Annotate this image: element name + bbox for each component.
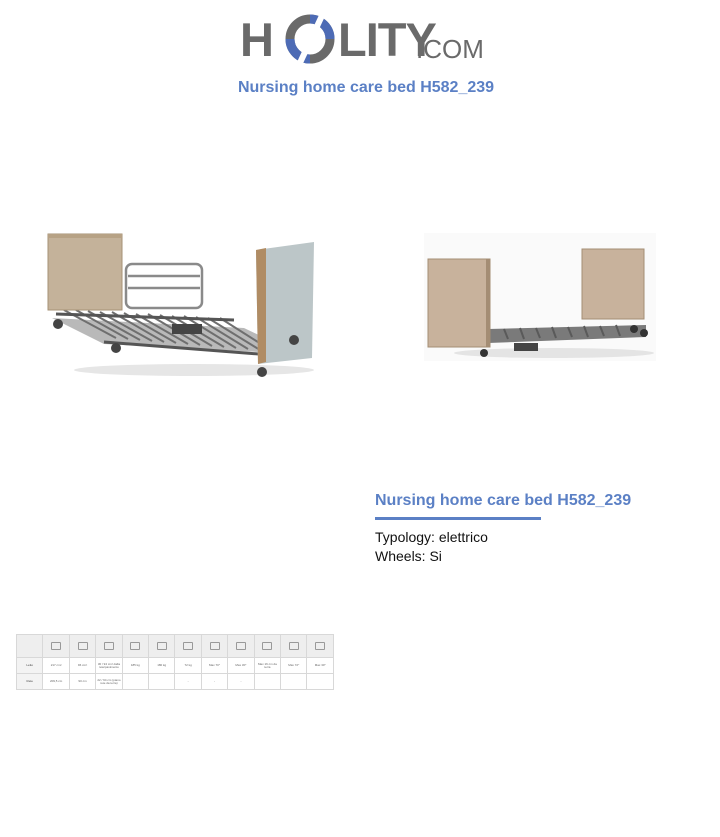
table-cell: 22 / 94 cm (piano rete da terra)	[96, 674, 122, 690]
row-label: Rete	[17, 674, 43, 690]
spec-label: Typology:	[375, 529, 435, 545]
legrest-icon	[228, 635, 254, 658]
table-cell: -	[228, 674, 254, 690]
logo-text-com: .COM	[416, 34, 484, 64]
product-image-left[interactable]	[44, 232, 320, 382]
table-cell	[254, 674, 280, 690]
table-cell: Max 72°	[281, 658, 307, 674]
logo-text-lity: LITY	[338, 13, 436, 66]
table-cell: 30 / 94 cm² dalla rete/pavimento	[96, 658, 122, 674]
table-cell: Max 30°	[307, 658, 334, 674]
table-cell: -	[175, 674, 201, 690]
bed-height-icon	[254, 635, 280, 658]
spec-wheels	[375, 548, 442, 564]
logo-text-h: H	[240, 13, 273, 66]
spec-value: Si	[429, 548, 442, 564]
product-image-right[interactable]	[424, 233, 656, 361]
backrest-icon	[201, 635, 227, 658]
weight-icon	[175, 635, 201, 658]
spec-value: elettrico	[438, 529, 488, 545]
row-label: Letto	[17, 658, 43, 674]
max-weight-icon	[122, 635, 148, 658]
table-cell	[307, 674, 334, 690]
table-cell: 209,5 cm	[43, 674, 69, 690]
site-logo[interactable]	[240, 10, 484, 70]
height-icon	[96, 635, 122, 658]
spec-table[interactable]	[16, 634, 334, 690]
table-cell: Max 16 cm da terra	[254, 658, 280, 674]
table-cell: -	[201, 674, 227, 690]
table-cell: 90 cm	[69, 674, 95, 690]
width-icon	[69, 635, 95, 658]
table-cell	[281, 674, 307, 690]
table-row	[17, 658, 334, 674]
load-icon	[149, 635, 175, 658]
table-cell: 180 kg	[149, 658, 175, 674]
table-cell: Max 30°	[228, 658, 254, 674]
table-cell: 185 kg	[122, 658, 148, 674]
table-cell	[122, 674, 148, 690]
table-cell: 217 cm²	[43, 658, 69, 674]
table-cell: Max 70°	[201, 658, 227, 674]
table-row	[17, 674, 334, 690]
spec-table-header	[17, 635, 334, 658]
trendelenburg-icon	[281, 635, 307, 658]
title-underline	[375, 517, 541, 520]
length-icon	[43, 635, 69, 658]
spec-label: Wheels:	[375, 548, 426, 564]
reverse-trend-icon	[307, 635, 334, 658]
logo-o-icon	[284, 12, 336, 64]
spec-typology	[375, 529, 488, 545]
page-title: Nursing home care bed H582_239	[237, 79, 495, 96]
table-corner	[17, 635, 43, 658]
table-cell	[149, 674, 175, 690]
table-cell: 96 cm²	[69, 658, 95, 674]
product-name: Nursing home care bed H582_239	[375, 492, 632, 509]
table-cell: 72 kg	[175, 658, 201, 674]
